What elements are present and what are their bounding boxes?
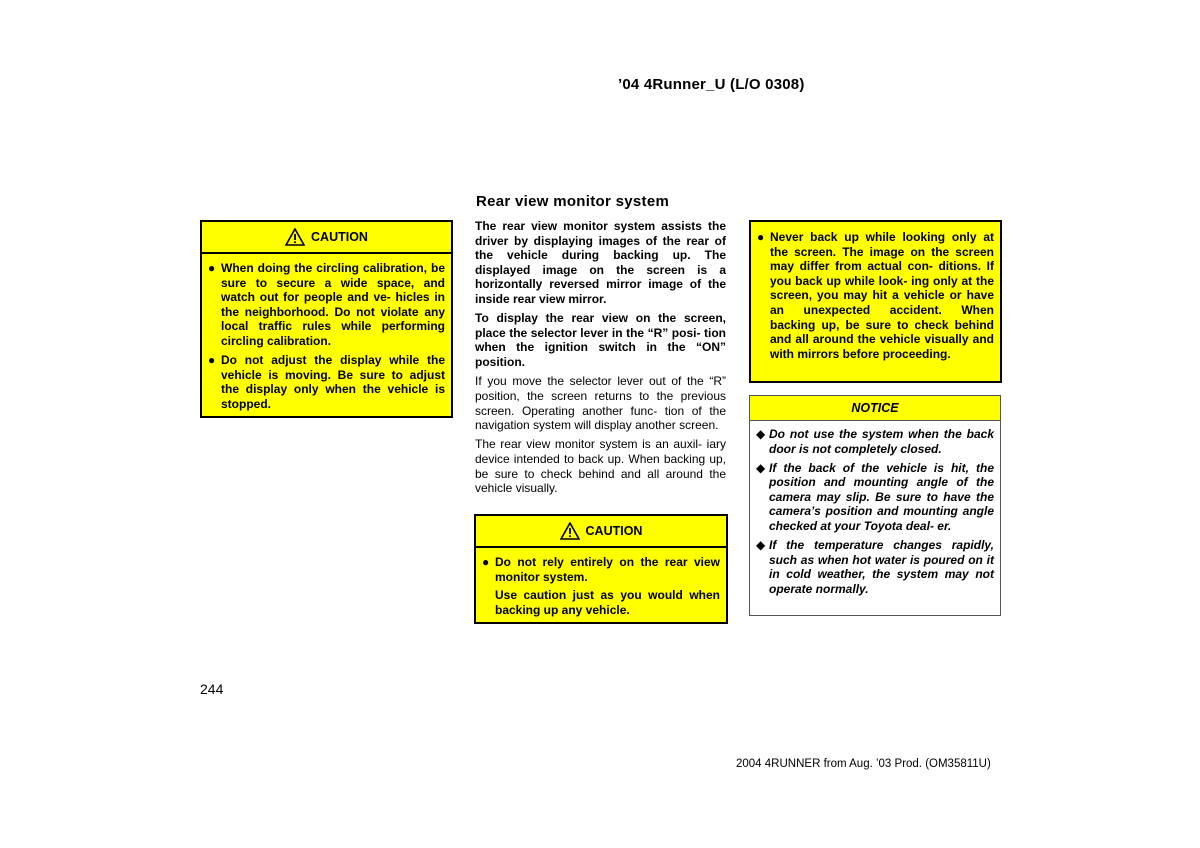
page-number: 244: [200, 681, 224, 697]
bullet-icon: ●: [208, 353, 216, 368]
list-item: [482, 555, 720, 617]
list-item: [208, 261, 445, 349]
footer-text: 2004 4RUNNER from Aug. ’03 Prod. (OM35811U): [736, 758, 991, 770]
list-item: [208, 353, 445, 411]
notice-item-text: If the temperature changes rapidly, such as when hot water is poured on it in cold weather, the system may not operate normally.: [769, 538, 994, 596]
paragraph: The rear view monitor system is an auxil- iary device intended to back up. When backing up, be sure to check behind and all around the vehicle visually.: [475, 437, 726, 496]
diamond-bullet-icon: ◆: [756, 427, 766, 441]
list-item: [756, 461, 994, 534]
notice-list: [750, 421, 1000, 597]
warning-triangle-icon: [560, 522, 580, 540]
caution-item-text: Do not adjust the display while the vehicle is moving. Be sure to adjust the display only when the vehicle is stopped.: [221, 353, 445, 411]
document-header: ’04 4Runner_U (L/O 0308): [618, 76, 805, 93]
notice-heading: NOTICE: [750, 396, 1000, 421]
diamond-bullet-icon: ◆: [756, 538, 766, 553]
caution-label: CAUTION: [311, 230, 368, 244]
caution-box-right: [749, 220, 1002, 383]
caution-box-middle: [474, 514, 728, 624]
list-item: [757, 230, 994, 361]
bullet-icon: ●: [482, 555, 490, 569]
caution-item-text: When doing the circling calibration, be sure to secure a wide space, and watch out for people and ve- hicles in the neighborhood. Do not violate any local traffic rules while performing circling calibration.: [221, 261, 445, 348]
paragraph: The rear view monitor system assists the driver by displaying images of the rear of the vehicle during backing up. The displayed image on the screen is a horizontally reversed mirror image of the inside rear view mirror.: [475, 219, 726, 306]
caution-item-text: Never back up while looking only at the screen. The image on the screen may differ from actual con- ditions. If you back up while look- ing only at the screen, you may hit a vehicle or have an unexpected accident. When backing up, be sure to check behind and all around the vehicle visually and with mirrors before proceeding.: [770, 230, 994, 361]
bullet-icon: ●: [757, 230, 765, 244]
diamond-bullet-icon: ◆: [756, 460, 766, 475]
list-item: [756, 427, 994, 456]
caution-box-left: [200, 220, 453, 418]
section-title: Rear view monitor system: [476, 193, 670, 210]
caution-item-text: Do not rely entirely on the rear view monitor system.: [495, 555, 720, 584]
list-item: [756, 538, 994, 596]
caution-heading: [202, 222, 451, 254]
paragraph: To display the rear view on the screen, place the selector lever in the “R” posi- tion when the ignition switch in the “ON” position.: [475, 311, 726, 370]
caution-list: [751, 222, 1000, 361]
notice-box: [749, 395, 1001, 616]
caution-list: [202, 254, 451, 411]
body-text: [475, 219, 726, 500]
bullet-icon: ●: [208, 261, 216, 275]
warning-triangle-icon: [285, 228, 305, 246]
caution-extra-text: Use caution just as you would when backing up any vehicle.: [495, 588, 720, 617]
caution-label: CAUTION: [585, 524, 643, 538]
caution-heading: [476, 516, 726, 548]
paragraph: If you move the selector lever out of the “R” position, the screen returns to the previous screen. Operating another func- tion of the navigation system will display another screen.: [475, 374, 726, 433]
notice-item-text: If the back of the vehicle is hit, the position and mounting angle of the camera may slip. Be sure to have the camera’s position and mounting angle checked at your Toyota deal- er.: [769, 460, 994, 534]
notice-item-text: Do not use the system when the back door is not completely closed.: [769, 427, 994, 456]
caution-list: [476, 548, 726, 617]
